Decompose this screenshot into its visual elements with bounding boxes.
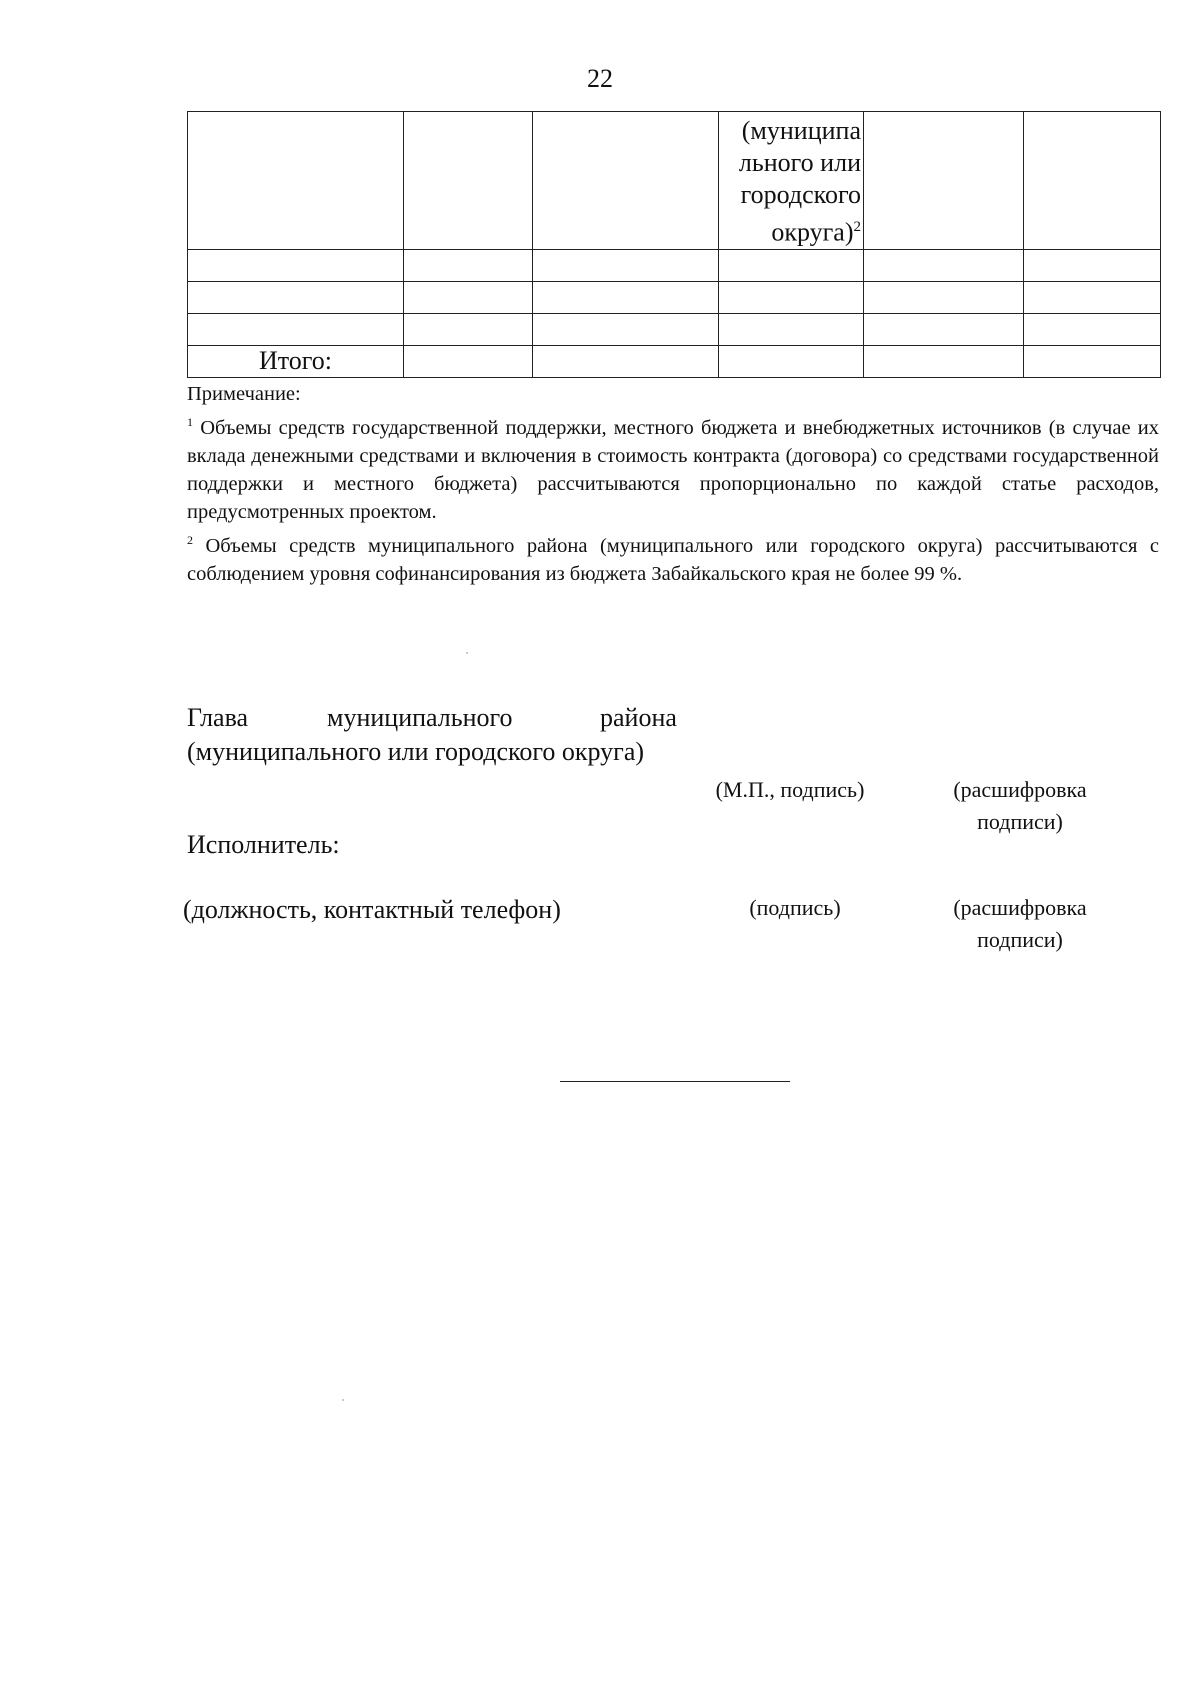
executor-signature-caption: (подпись) — [749, 895, 841, 920]
table-cell — [864, 345, 1024, 377]
budget-table — [187, 111, 1161, 378]
table-cell — [719, 345, 864, 377]
table-cell — [719, 281, 864, 313]
table-cell — [1024, 281, 1161, 313]
header-line: льного или — [738, 148, 861, 177]
caption-line: (расшифровка — [953, 895, 1087, 920]
executor-label: Исполнитель: — [187, 830, 340, 859]
scan-speck — [466, 652, 468, 654]
head-stamp-signature-caption: (М.П., подпись) — [715, 777, 865, 802]
footnote-2-marker: 2 — [187, 532, 193, 547]
table-cell — [864, 313, 1024, 345]
head-title-word-1: Глава — [187, 703, 249, 732]
table-row — [188, 281, 1161, 313]
table-cell — [404, 112, 533, 250]
table-cell — [1024, 249, 1161, 281]
table-cell — [188, 281, 404, 313]
table-cell — [719, 249, 864, 281]
head-decode-caption — [935, 774, 1105, 838]
header-line: городского — [740, 180, 861, 209]
table-cell — [1024, 345, 1161, 377]
caption-line: (расшифровка — [953, 777, 1087, 802]
page-number: 22 — [587, 64, 613, 93]
table-header-row — [188, 112, 1161, 250]
table-cell — [1024, 112, 1161, 250]
caption-line: подписи) — [977, 809, 1063, 834]
table-cell — [533, 249, 719, 281]
table-cell — [188, 313, 404, 345]
header-line-text: округа) — [771, 217, 854, 247]
table-row — [188, 313, 1161, 345]
table-cell — [719, 313, 864, 345]
table-cell — [864, 249, 1024, 281]
scan-speck — [342, 1399, 344, 1401]
table-cell — [1024, 313, 1161, 345]
table-cell — [404, 249, 533, 281]
notes-title: Примечание: — [187, 383, 301, 405]
caption-line: подписи) — [977, 927, 1063, 952]
table-cell — [533, 345, 719, 377]
table-cell — [533, 112, 719, 250]
footnote-2-text: Объемы средств муниципального района (муниципального или городского округа) рассчитываются с соблюдением уровня софинансирования из бюджета Забайкальского края не более 99 %. — [187, 534, 1159, 585]
table-cell — [188, 112, 404, 250]
table-cell — [864, 281, 1024, 313]
head-title-word-2: муниципального — [327, 703, 513, 732]
header-line — [719, 211, 861, 249]
table-cell — [533, 313, 719, 345]
head-title-line-2: (муниципального или городского округа) — [187, 737, 645, 766]
head-title-word-3: района — [600, 703, 677, 732]
table-cell — [404, 281, 533, 313]
footnote-2 — [187, 526, 1159, 588]
table-cell — [188, 249, 404, 281]
footnote-1-marker: 1 — [187, 415, 193, 429]
executor-position-caption: (должность, контактный телефон) — [183, 895, 561, 924]
table-cell — [404, 345, 533, 377]
table-cell — [404, 313, 533, 345]
table-cell — [864, 112, 1024, 250]
footnote-marker: 2 — [853, 219, 861, 235]
notes-section — [187, 380, 1159, 588]
header-cell-municipal-district — [719, 112, 864, 250]
table-total-row — [188, 345, 1161, 377]
end-of-document-line — [560, 1081, 790, 1082]
header-line: (муниципа — [741, 116, 861, 145]
total-label: Итого: — [188, 345, 404, 377]
executor-decode-caption — [935, 892, 1105, 956]
footnote-1-text: Объемы средств государственной поддержки, местного бюджета и внебюджетных источников (в случае их вклада денежными средствами и включения в стоимость контракта (договора) со средствами государственной поддержки и местного бюджета) рассчитываются пропорционально по каждой статье расходов, предусмотренных проектом. — [187, 416, 1159, 523]
footnote-1 — [187, 408, 1159, 526]
table-row — [188, 249, 1161, 281]
table-cell — [533, 281, 719, 313]
